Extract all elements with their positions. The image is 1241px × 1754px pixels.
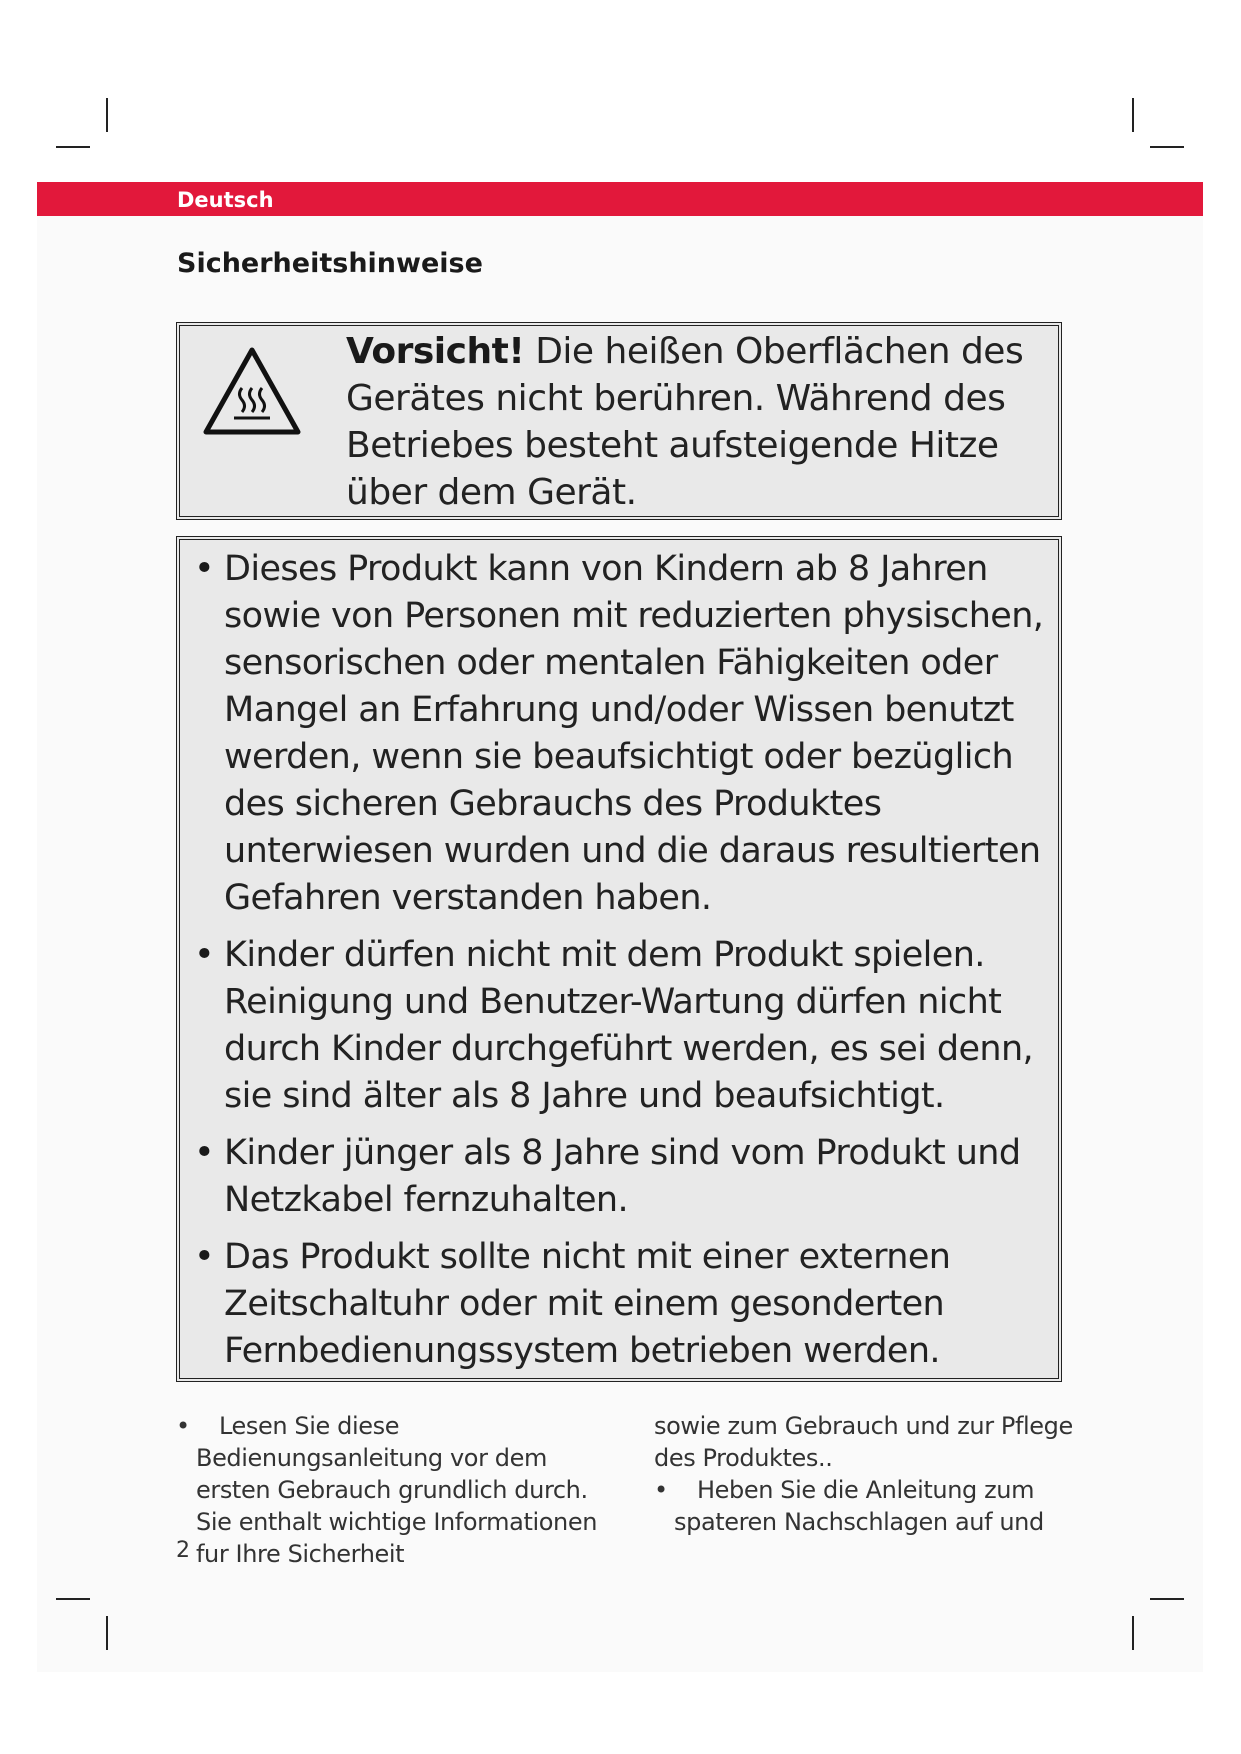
- caution-lead: Vorsicht!: [346, 331, 525, 372]
- section-title: Sicherheitshinweise: [177, 248, 483, 279]
- crop-mark-bottom-left-horizontal: [56, 1598, 90, 1600]
- crop-mark-top-right-vertical: [1132, 98, 1134, 132]
- instructions-column-right: [654, 1410, 1074, 1538]
- safety-rule-item: [194, 1130, 1044, 1224]
- safety-rule-text: Das Produkt sollte nicht mit einer externen Zeitschaltuhr oder mit einem gesonderten Fernbedienungssystem betrieben werden.: [224, 1237, 951, 1371]
- bullet: •: [194, 1237, 215, 1277]
- crop-mark-bottom-right-vertical: [1132, 1616, 1134, 1650]
- instruction-continuation: sowie zum Gebrauch und zur Pflege des Produktes..: [654, 1412, 1073, 1472]
- instruction-text: Lesen Sie diese Bedienungsanleitung vor dem ersten Gebrauch grundlich durch. Sie enthalt wichtige Informationen fur Ihre Sicherheit: [196, 1412, 598, 1568]
- bullet: •: [654, 1476, 668, 1504]
- instruction-item: [654, 1474, 1074, 1538]
- page-number: 2: [176, 1538, 190, 1563]
- safety-rule-item: [194, 546, 1044, 922]
- safety-rule-item: [194, 932, 1044, 1120]
- crop-mark-top-left-horizontal: [56, 146, 90, 148]
- crop-mark-top-right-horizontal: [1150, 146, 1184, 148]
- caution-box: [176, 322, 1062, 520]
- crop-mark-bottom-left-vertical: [106, 1616, 108, 1650]
- crop-mark-top-left-vertical: [106, 98, 108, 132]
- language-label: Deutsch: [177, 188, 274, 212]
- bullet: •: [194, 935, 215, 975]
- instruction-text: Heben Sie die Anleitung zum spateren Nachschlagen auf und: [674, 1476, 1044, 1536]
- caution-body: Die heißen Oberflächen des Gerätes nicht berühren. Während des Betriebes besteht aufsteigende Hitze über dem Gerät.: [346, 331, 1024, 513]
- safety-rule-text: Dieses Produkt kann von Kindern ab 8 Jahren sowie von Personen mit reduzierten physischen, sensorischen oder mentalen Fähigkeiten oder Mangel an Erfahrung und/oder Wissen benutzt werden, wenn sie beaufsichtigt oder bezüglich des sicheren Gebrauchs des Produktes unterwiesen wurden und die daraus resultierten Gefahren verstanden haben.: [224, 549, 1044, 918]
- safety-rules-list: [194, 546, 1044, 1385]
- bullet: •: [176, 1412, 190, 1440]
- safety-rule-text: Kinder dürfen nicht mit dem Produkt spielen. Reinigung und Benutzer-Wartung dürfen nicht durch Kinder durchgeführt werden, es sei denn, sie sind älter als 8 Jahre und beaufsichtigt.: [224, 935, 1034, 1116]
- bullet: •: [194, 549, 215, 589]
- safety-rules-box: [176, 536, 1062, 1382]
- safety-rule-text: Kinder jünger als 8 Jahre sind vom Produkt und Netzkabel fernzuhalten.: [224, 1133, 1021, 1220]
- instructions-column-left: [176, 1410, 626, 1570]
- crop-mark-bottom-right-horizontal: [1150, 1598, 1184, 1600]
- bullet: •: [194, 1133, 215, 1173]
- hot-surface-warning-icon: [202, 346, 302, 436]
- instruction-item: [176, 1410, 626, 1570]
- safety-rule-item: [194, 1234, 1044, 1375]
- caution-text: [346, 328, 1052, 516]
